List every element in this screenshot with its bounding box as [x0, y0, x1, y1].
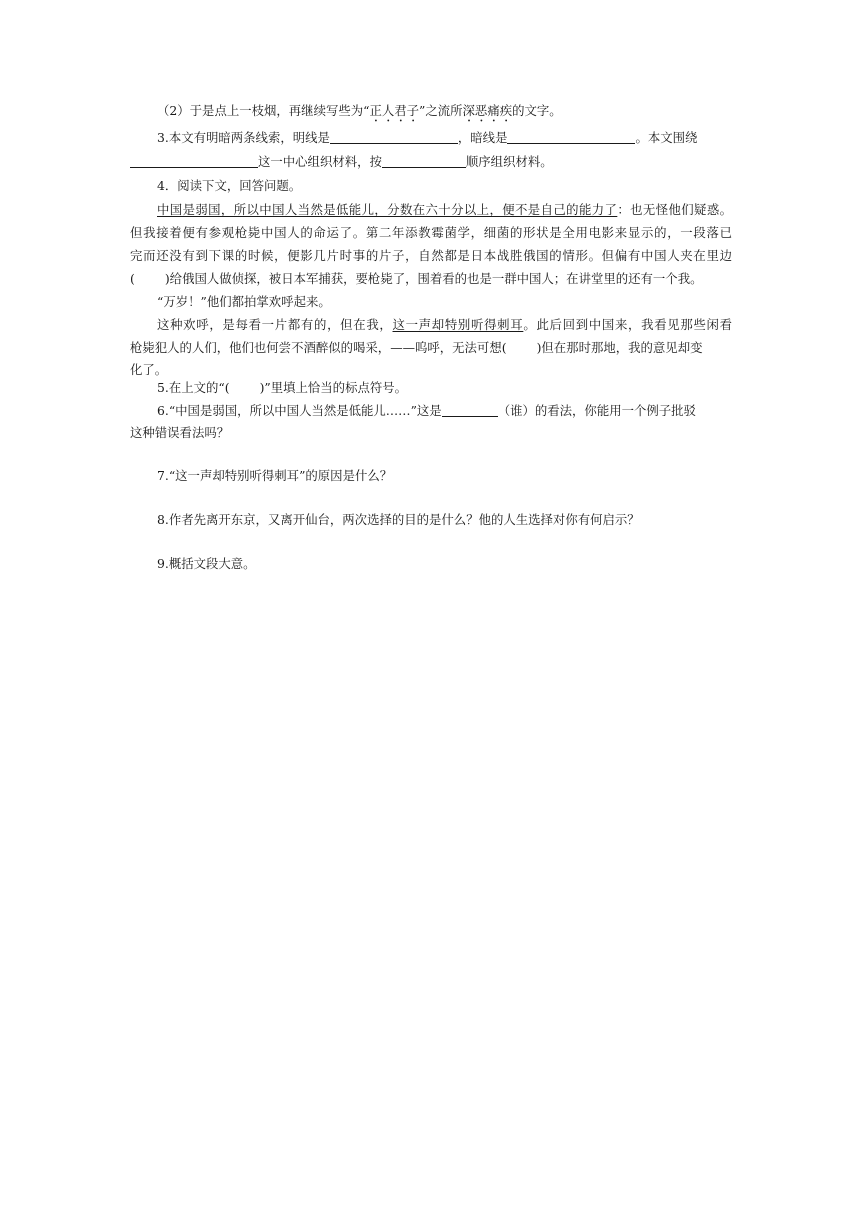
question-2: （2）于是点上一枝烟，再继续写些为“正人君子”之流所深恶痛疾的文字。 [157, 103, 562, 118]
question-6-line-1: 6.“中国是弱国，所以中国人当然是低能儿……”这是 （谁）的看法，你能用一个例子批驳 [157, 403, 696, 418]
passage-line-8: 化了。 [130, 362, 168, 377]
underlined-sentence: 这一声却特别听得刺耳 [392, 317, 524, 332]
passage-line-6: 这种欢呼，是每看一片都有的，但在我，这一声却特别听得刺耳。此后回到中国来，我看见那些闲看 [157, 317, 732, 332]
emphasis-text: 深恶痛疾 [462, 103, 513, 118]
question-4: 4．阅读下文，回答问题。 [157, 178, 302, 193]
answer-blank[interactable] [442, 404, 498, 417]
question-3-line-1: 3.本文有明暗两条线索，明线是 ，暗线是 。本文围绕 [157, 130, 698, 145]
question-5: 5.在上文的“( )”里填上恰当的标点符号。 [157, 380, 408, 395]
emphasis-text: 正人君子 [369, 103, 420, 118]
answer-blank[interactable] [507, 131, 635, 144]
underlined-sentence: 中国是弱国，所以中国人当然是低能儿，分数在六十分以上，便不是自己的能力了 [157, 202, 618, 217]
question-3-line-2: 这一中心组织材料，按 顺序组织材料。 [130, 154, 732, 170]
passage-line-2: 但我接着便有参观枪毙中国人的命运了。第二年添教霉菌学，细菌的形状是全用电影来显示的，一段落已 [130, 225, 732, 240]
passage-line-4: ( )给俄国人做侦探，被日本军捕获，要枪毙了，围着看的也是一群中国人；在讲堂里的还有一个我。 [130, 271, 703, 286]
answer-blank[interactable] [330, 131, 458, 144]
question-8: 8.作者先离开东京，又离开仙台，两次选择的目的是什么？他的人生选择对你有何启示？ [157, 512, 640, 527]
answer-blank[interactable] [382, 155, 466, 168]
passage-line-7: 枪毙犯人的人们，他们也何尝不酒醉似的喝采，——呜呼，无法可想( )但在那时那地，我的意见却变 [130, 340, 703, 355]
answer-blank[interactable] [130, 155, 258, 168]
question-9: 9.概括文段大意。 [157, 556, 256, 571]
passage-line-3: 完而还没有到下课的时候，便影几片时事的片子，自然都是日本战胜俄国的情形。但偏有中国人夹在里边 [130, 248, 732, 263]
question-6-line-2: 这种错误看法吗？ [130, 425, 230, 440]
passage-line-5: “万岁！”他们都拍掌欢呼起来。 [157, 294, 331, 309]
passage-line-1: 中国是弱国，所以中国人当然是低能儿，分数在六十分以上，便不是自己的能力了：也无怪他们疑惑。 [157, 202, 732, 217]
question-7: 7.“这一声却特别听得刺耳”的原因是什么？ [157, 468, 393, 483]
